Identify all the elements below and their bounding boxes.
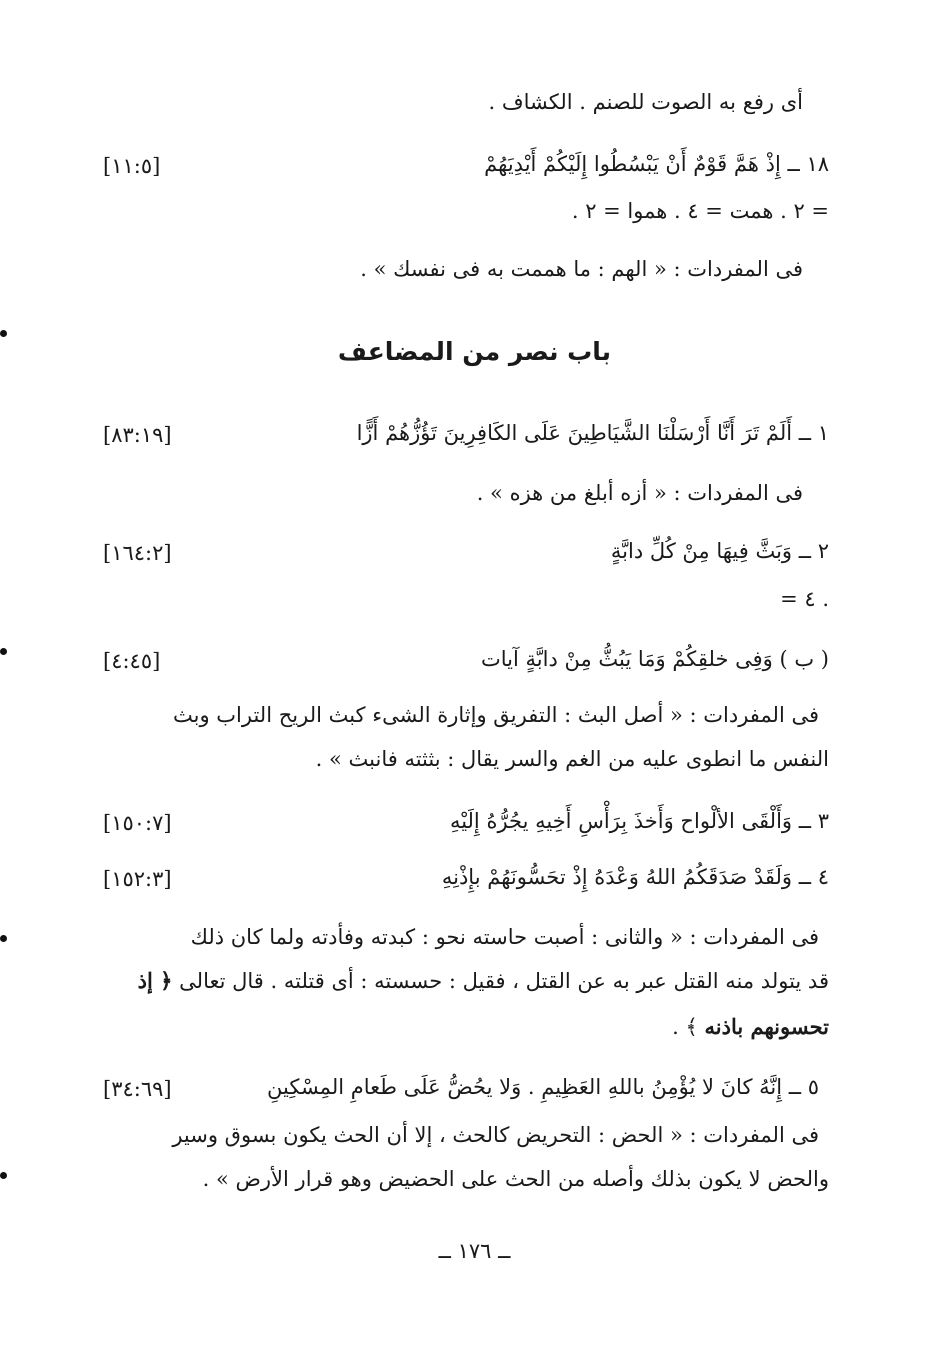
verse-18-reference: [١١:٥] (103, 154, 161, 178)
mufradat-note-4-line-3 (672, 1012, 829, 1042)
margin-mark (0, 1172, 7, 1179)
margin-mark (0, 648, 7, 655)
mufradat-note-5-line-1: فى المفردات : « الحض : التحريض كالحث ، إلا أن الحث يكون بسوق وسير (172, 1123, 819, 1147)
verse-5-text: ٥ ــ إِنَّهُ كانَ لا يُؤْمِنُ باللهِ العَظِيمِ . وَلا يحُضُّ عَلَى طَعامِ المِسْكِينِ (267, 1075, 819, 1099)
verse-2b-text: ( ب ) وَفِى خلقِكُمْ وَمَا يَبُثُّ مِنْ دابَّةٍ آيات (480, 647, 829, 671)
mufradat-note-4-line-1: فى المفردات : « والثانى : أصبت حاسته نحو : كبدته وفأدته ولما كان ذلك (190, 925, 819, 949)
verse-2-reference: [١٦٤:٢] (103, 541, 172, 565)
mufradat-note-5-line-2: والحض لا يكون بذلك وأصله من الحث على الحضيض وهو قرار الأرض » . (202, 1167, 829, 1191)
verse-3-reference: [١٥٠:٧] (103, 811, 172, 835)
note-4-quote-text: تحسونهم باذنه (704, 1014, 829, 1039)
mufradat-note-2: فى المفردات : « أزه أبلغ من هزه » . (476, 481, 803, 505)
text-line-1: أى رفع به الصوت للصنم . الكشاف . (488, 90, 803, 114)
verse-5-reference: [٣٤:٦٩] (103, 1077, 172, 1101)
verse-18-text: ١٨ ــ إِذْ هَمَّ قَوْمٌ أَنْ يَبْسُطُوا إِلَيْكُمْ أَيْدِيَهُمْ (484, 152, 829, 176)
mufradat-note-4-line-2 (138, 966, 829, 996)
section-heading: باب نصر من المضاعف (337, 337, 612, 366)
margin-mark (0, 330, 7, 337)
verse-2-text: ٢ ــ وَبَثَّ فِيهَا مِنْ كُلِّ دابَّةٍ (610, 539, 829, 563)
margin-mark (0, 935, 7, 942)
verse-2b-reference: [٤:٤٥] (103, 649, 161, 673)
mufradat-note-3-line-2: النفس ما انطوى عليه من الغم والسر يقال : بثثته فانبث » . (315, 747, 829, 771)
verse-4-text: ٤ ــ وَلَقَدْ صَدَقَكُمُ اللهُ وَعْدَهُ إِذْ تحَسُّونَهُمْ بإِذْنِهِ (441, 865, 829, 889)
note-4-quote-open: ﴿ إذ (137, 968, 173, 993)
text-line-counts: = ٢ . همت = ٤ . هموا = ٢ . (571, 199, 829, 223)
verse-1-reference: [٨٣:١٩] (103, 423, 172, 447)
page-number: ــ ١٧٦ ــ (438, 1239, 511, 1263)
mufradat-note-1: فى المفردات : « الهم : ما هممت به فى نفسك » . (360, 257, 803, 281)
verse-4-reference: [١٥٢:٣] (103, 867, 172, 891)
verse-2-count: = ٤ . (780, 587, 829, 611)
note-4-line-2-text: قد يتولد منه القتل عبر به عن القتل ، فقيل : حسسته : أى قتلته . قال تعالى (179, 969, 829, 993)
mufradat-note-3-line-1: فى المفردات : « أصل البث : التفريق وإثارة الشىء كبث الريح التراب وبث (172, 703, 819, 727)
verse-1-text: ١ ــ أَلَمْ تَرَ أَنَّا أَرْسَلْنَا الشَّيَاطِينَ عَلَى الكَافِرِينَ تَؤُزُّهُمْ أَزًّا (356, 421, 829, 445)
note-4-quote-close: ﴾ . (672, 1015, 698, 1039)
verse-3-text: ٣ ــ وَأَلْقَى الألْواح وَأَخذَ بِرَأْسِ أَخِيهِ يجُرُّهُ إِلَيْهِ (449, 809, 829, 833)
